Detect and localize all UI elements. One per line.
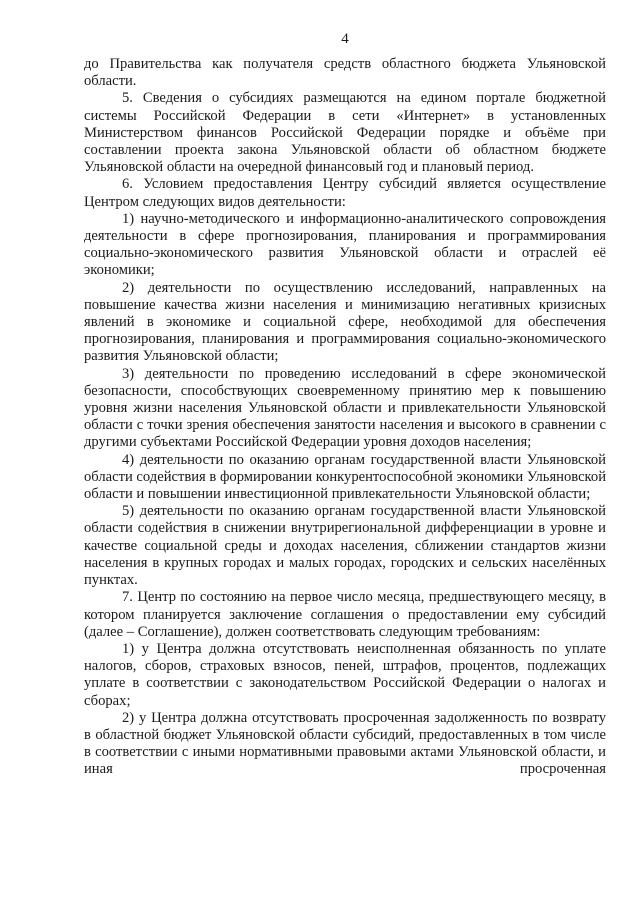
paragraph: 4) деятельности по оказанию органам государственной власти Ульяновской области содействия в формировании конкурентоспособной экономики Ульяновской области и повышении инвестиционной привлекательности Ульяновской области; <box>84 451 606 503</box>
paragraph: 7. Центр по состоянию на первое число месяца, предшествующего месяцу, в котором планируется заключение соглашения о предоставлении ему субсидий (далее – Соглашение), должен соответствовать следующим требованиям: <box>84 589 606 640</box>
page-number: 4 <box>341 31 349 47</box>
paragraph: 2) деятельности по осуществлению исследований, направленных на повышение качества жизни населения и минимизацию негативных кризисных явлений в экономике и социальной сфере, необходимой для обеспечения прогнозирования, планирования и программирования социально-экономического развития Ульяновской области; <box>84 279 606 365</box>
paragraph: до Правительства как получателя средств областного бюджета Ульяновской области. <box>84 56 606 90</box>
document-page <box>84 30 606 779</box>
document-body <box>84 56 606 779</box>
paragraph: 5) деятельности по оказанию органам государственной власти Ульяновской области содействия в снижении внутрирегиональной дифференциации в уровне и качестве социальной среды и доходах населения, сближении стандартов жизни населения в крупных городах и малых городах, городских и сельских населённых пунктах. <box>84 503 606 589</box>
paragraph: 5. Сведения о субсидиях размещаются на едином портале бюджетной системы Российской Федерации в сети «Интернет» в установленных Министерством финансов Российской Федерации порядке и объёме при составлении проекта закона Ульяновской области об областном бюджете Ульяновской области на очередной финансовый год и плановый период. <box>84 90 606 176</box>
paragraph: 2) у Центра должна отсутствовать просроченная задолженность по возврату в областной бюджет Ульяновской области субсидий, предоставленных в том числе в соответствии с иными нормативными правовыми актами Ульяновской области, и иная просроченная <box>84 709 606 778</box>
paragraph: 1) научно-методического и информационно-аналитического сопровождения деятельности в сфере прогнозирования, планирования и программирования социально-экономического развития Ульяновской области и отраслей её экономики; <box>84 210 606 279</box>
paragraph: 1) у Центра должна отсутствовать неисполненная обязанность по уплате налогов, сборов, страховых взносов, пеней, штрафов, процентов, подлежащих уплате в соответствии с законодательством Российской Федерации о налогах и сборах; <box>84 640 606 709</box>
paragraph: 3) деятельности по проведению исследований в сфере экономической безопасности, способствующих своевременному принятию мер к повышению уровня жизни населения Ульяновской области и привлекательности Ульяновской области с точки зрения обеспечения занятости населения и высокого в сравнении с другими субъектами Российской Федерации уровня доходов населения; <box>84 365 606 451</box>
paragraph: 6. Условием предоставления Центру субсидий является осуществление Центром следующих видов деятельности: <box>84 176 606 210</box>
